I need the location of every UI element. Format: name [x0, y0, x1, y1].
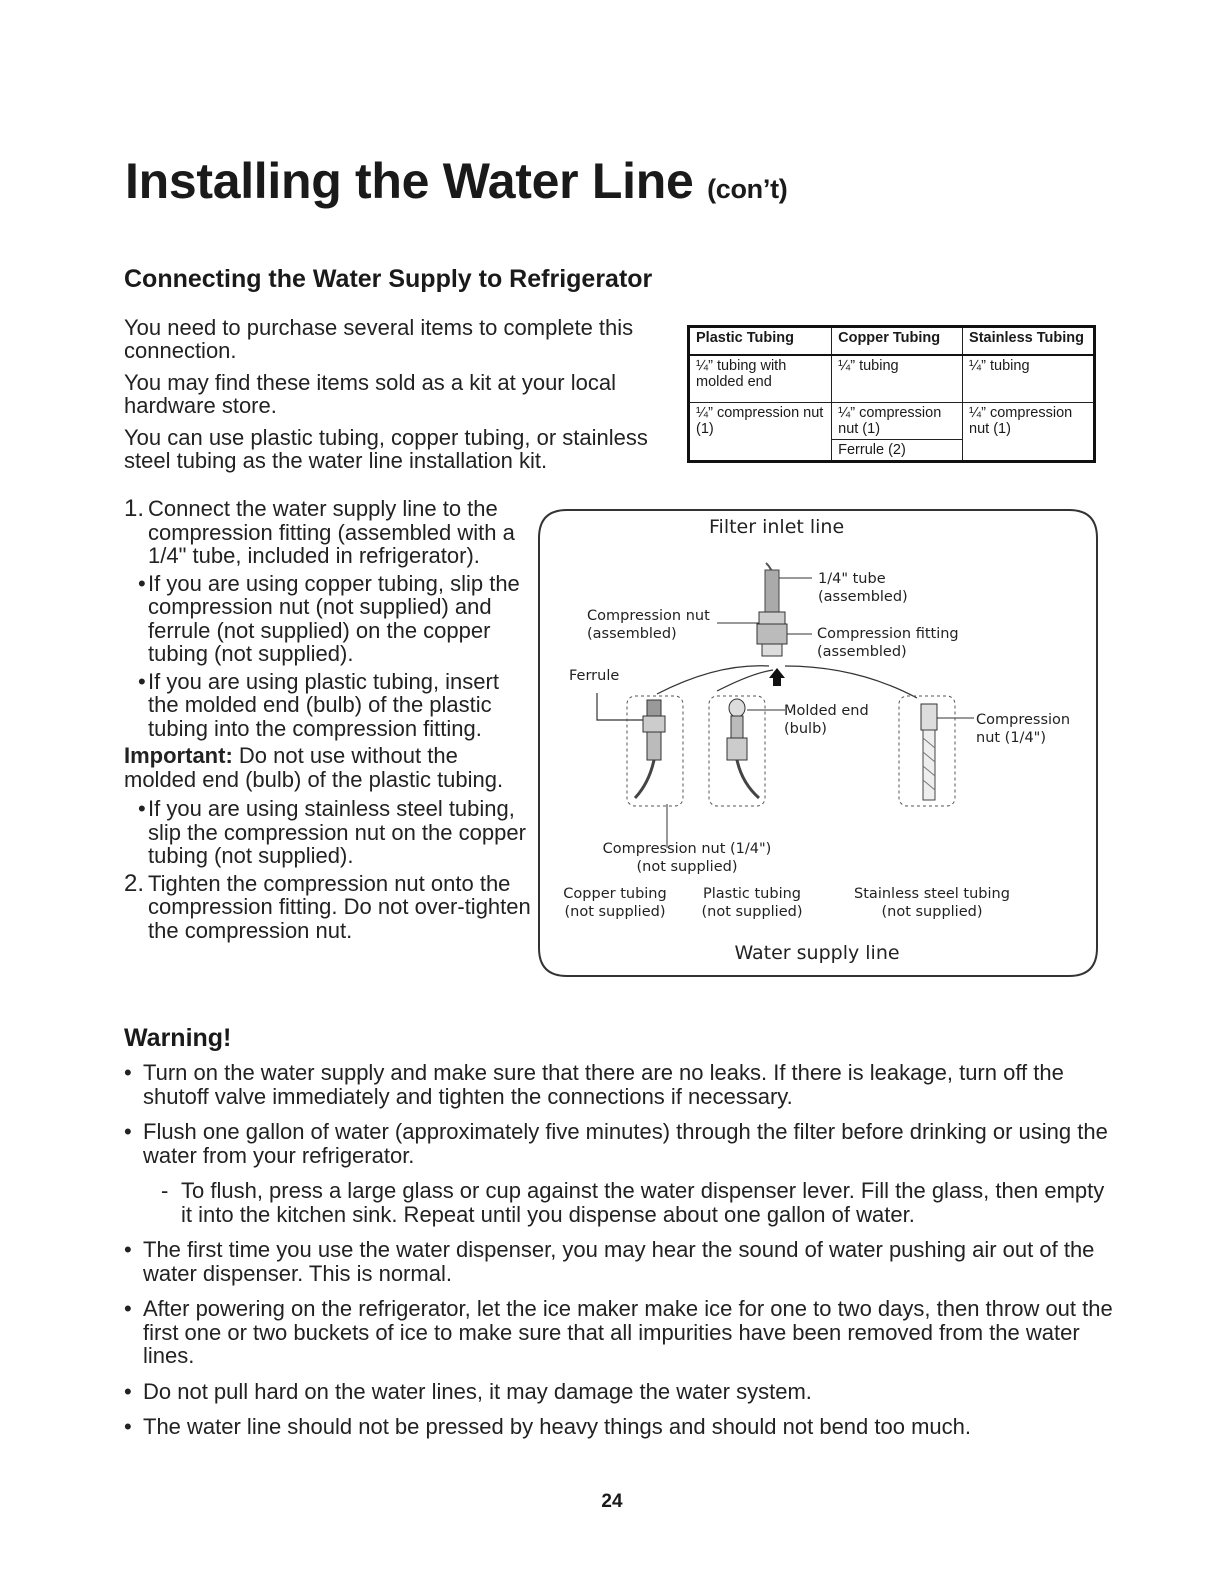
- step-number: 2.: [124, 869, 145, 897]
- header-plastic: Plastic Tubing: [689, 327, 832, 356]
- warning-text: Do not pull hard on the water lines, it may damage the water system.: [143, 1378, 812, 1404]
- bullet-text: If you are using plastic tubing, insert the molded end (bulb) of the plastic tubing into the compression fitting.: [148, 668, 499, 741]
- bullet-mark: •: [138, 570, 146, 596]
- table-header-row: [689, 327, 1095, 356]
- important-text: Do not use without the molded end (bulb) of the plastic tubing.: [124, 743, 504, 792]
- warning-item: [124, 1238, 1114, 1285]
- tube-label-sub: (assembled): [818, 589, 908, 605]
- stainless-tubing-label: Stainless steel tubing: [854, 886, 1010, 902]
- stainless-tubing-icon: [899, 696, 955, 806]
- warning-heading: Warning!: [124, 1024, 232, 1052]
- table-cell: ¼” compression nut (1): [832, 403, 963, 440]
- stainless-nut-label-sub: nut (1/4"): [976, 730, 1046, 746]
- warning-text: Turn on the water supply and make sure that there are no leaks. If there is leakage, turn off the shutoff valve immediately and tighten the connections if necessary.: [143, 1060, 1064, 1109]
- intro-paragraph: You can use plastic tubing, copper tubing, or stainless steel tubing as the water line installation kit.: [124, 425, 648, 473]
- instruction-steps: [124, 497, 534, 946]
- bullet-mark: •: [124, 1296, 132, 1321]
- table-cell: ¼” tubing: [963, 355, 1095, 403]
- page-title-suffix: (con’t): [707, 174, 788, 204]
- warning-item: [124, 1297, 1114, 1368]
- molded-end-label-sub: (bulb): [784, 721, 827, 737]
- warning-item: [124, 1380, 1114, 1404]
- bullet-text: If you are using stainless steel tubing, slip the compression nut on the copper tubing (not supplied).: [148, 796, 526, 868]
- important-label: Important:: [124, 743, 233, 768]
- plastic-tubing-icon: [709, 696, 765, 806]
- stainless-tubing-label-sub: (not supplied): [881, 904, 983, 920]
- copper-tubing-label-sub: (not supplied): [564, 904, 666, 920]
- copper-tubing-icon: [627, 696, 683, 806]
- compression-nut-ns-label-sub: (not supplied): [636, 859, 738, 875]
- table-cell: ¼” tubing with molded end: [689, 355, 832, 403]
- bullet-stainless: [124, 797, 534, 868]
- page-title: [125, 152, 787, 210]
- intro-paragraph: You need to purchase several items to complete this connection.: [124, 315, 634, 363]
- bullet-mark: •: [124, 1378, 132, 1404]
- step-number: 1.: [124, 495, 145, 522]
- water-supply-line-label: Water supply line: [734, 942, 900, 964]
- table-cell: ¼” compression nut (1): [963, 403, 1095, 462]
- warning-text: The first time you use the water dispenser, you may hear the sound of water pushing air out of the water dispenser. This is normal.: [143, 1237, 1095, 1286]
- page-title-text: Installing the Water Line: [125, 153, 694, 209]
- warning-item: [124, 1120, 1114, 1226]
- warning-item: [124, 1061, 1114, 1108]
- section-heading: Connecting the Water Supply to Refrigerator: [124, 265, 653, 293]
- header-copper: Copper Tubing: [832, 327, 963, 356]
- table-row: [689, 355, 1095, 403]
- tubing-kit-table: [687, 325, 1096, 463]
- warning-subtext: To flush, press a large glass or cup against the water dispenser lever. Fill the glass, then empty it into the kitchen sink. Repeat until you dispense about one gallon of water.: [181, 1178, 1105, 1227]
- intro-paragraph: You may find these items sold as a kit at your local hardware store.: [124, 370, 616, 418]
- table-cell: ¼” tubing: [832, 355, 963, 403]
- bullet-mark: •: [138, 668, 146, 694]
- bullet-copper: [124, 572, 534, 666]
- page-number: 24: [601, 1491, 623, 1512]
- warning-text: After powering on the refrigerator, let the ice maker make ice for one to two days, then throw out the first one or two buckets of ice to make sure that all impurities have been removed from the water lines.: [143, 1296, 1113, 1368]
- compression-nut-ns-label: Compression nut (1/4"): [602, 841, 772, 857]
- molded-end-label: Molded end: [784, 703, 869, 719]
- step-text: Tighten the compression nut onto the compression fitting. Do not over-tighten the compression nut.: [148, 870, 531, 943]
- bullet-mark: •: [124, 1060, 132, 1085]
- plastic-tubing-label: Plastic tubing: [702, 886, 801, 902]
- header-stainless: Stainless Tubing: [963, 327, 1095, 356]
- filter-inlet-tube-icon: [757, 563, 787, 656]
- step-text: Connect the water supply line to the compression fitting (assembled with a 1/4" tube, included in refrigerator).: [148, 496, 515, 568]
- ferrule-label: Ferrule: [569, 668, 620, 684]
- filter-inlet-label: Filter inlet line: [709, 516, 845, 538]
- bullet-mark: •: [124, 1119, 132, 1144]
- bullet-plastic: [124, 670, 534, 741]
- compression-fitting-label: Compression fitting: [817, 626, 959, 642]
- bullet-mark: •: [138, 796, 146, 821]
- compression-nut-label: Compression nut: [587, 608, 710, 624]
- compression-fitting-label-sub: (assembled): [817, 644, 907, 660]
- bullet-text: If you are using copper tubing, slip the compression nut (not supplied) and ferrule (not supplied) on the copper tubing (not supplied).: [148, 570, 520, 666]
- table-row: [689, 403, 1095, 440]
- intro-text: [124, 316, 684, 481]
- step-1: [124, 497, 534, 568]
- bullet-mark: •: [124, 1414, 132, 1439]
- table-cell: Ferrule (2): [832, 440, 963, 462]
- compression-nut-label-sub: (assembled): [587, 626, 677, 642]
- warning-text: Flush one gallon of water (approximately five minutes) through the filter before drinking or using the water from your refrigerator.: [143, 1119, 1108, 1168]
- warning-item: [124, 1415, 1114, 1439]
- water-line-diagram: [537, 508, 1099, 978]
- copper-tubing-label: Copper tubing: [563, 886, 667, 902]
- step-2: [124, 869, 534, 943]
- stainless-nut-label: Compression: [976, 712, 1071, 728]
- bullet-mark: •: [124, 1237, 132, 1262]
- warning-text: The water line should not be pressed by heavy things and should not bend too much.: [143, 1414, 971, 1439]
- warning-list: [124, 1061, 1114, 1451]
- plastic-tubing-label-sub: (not supplied): [701, 904, 803, 920]
- dash-mark: -: [161, 1178, 169, 1203]
- warning-subitem: [143, 1179, 1114, 1226]
- important-note: [124, 744, 534, 791]
- table-cell: ¼” compression nut (1): [689, 403, 832, 462]
- tube-label: 1/4" tube: [818, 571, 886, 587]
